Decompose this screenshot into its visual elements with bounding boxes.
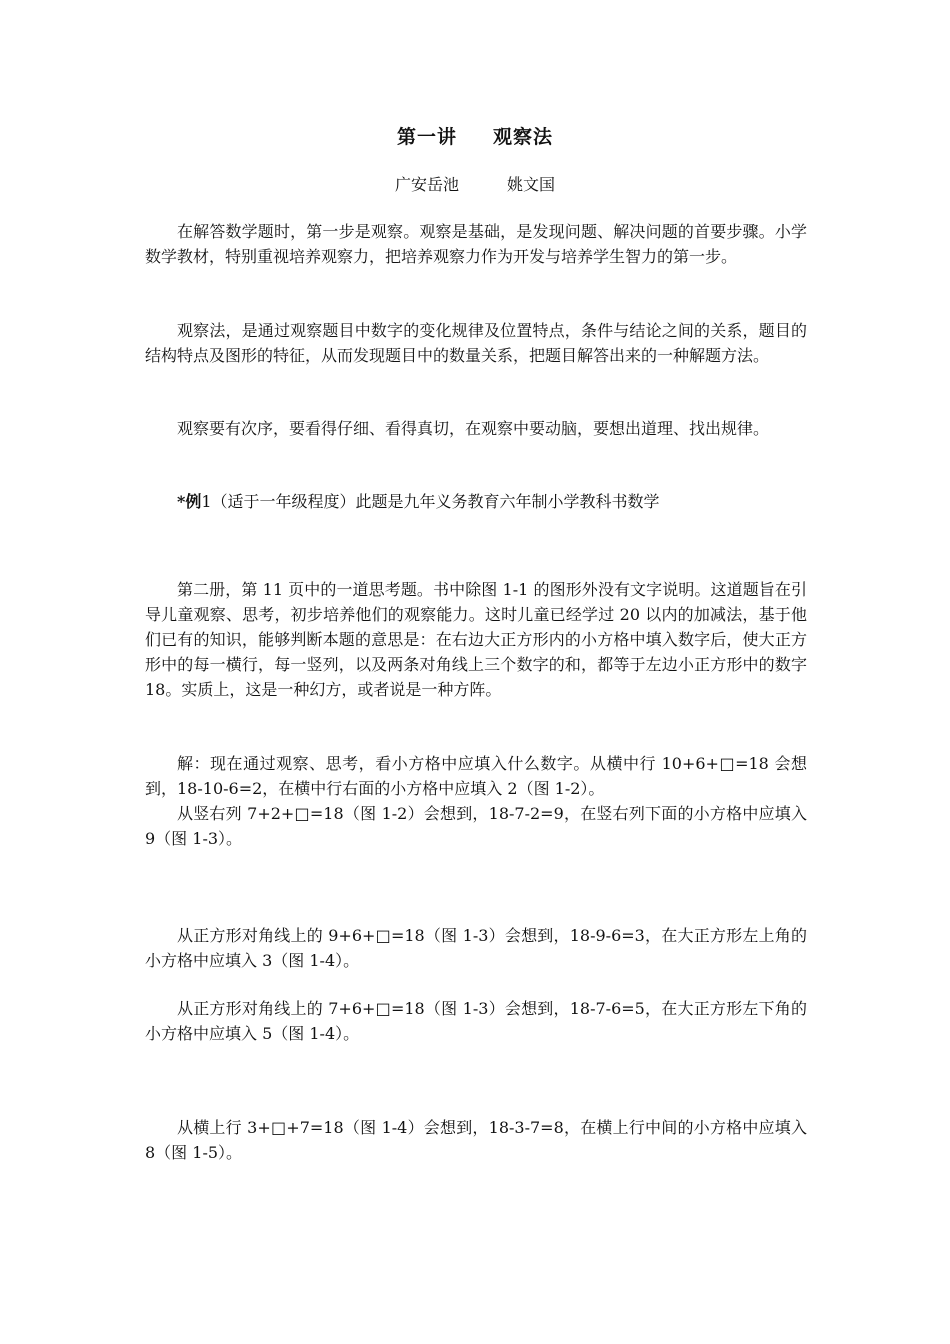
paragraph-example-explanation: 第二册，第 11 页中的一道思考题。书中除图 1-1 的图形外没有文字说明。这道题旨在引导儿童观察、思考，初步培养他们的观察能力。这时儿童已经学过 20 以内的加减法，基于他们已有的知识，能够判断本题的意思是：在右边大正方形内的小方格中填入数字后，使大正方形中的每一横行，每一竖列，以及两条对角线上三个数字的和，都等于左边小正方形中的数字 18。实质上，这是一种幻方，或者说是一种方阵。 — [145, 580, 807, 699]
page-title — [0, 123, 950, 151]
paragraph-intro: 在解答数学题时，第一步是观察。观察是基础，是发现问题、解决问题的首要步骤。小学数学教材，特别重视培养观察力，把培养观察力作为开发与培养学生智力的第一步。 — [145, 222, 807, 266]
paragraph-solution-step-4: 从正方形对角线上的 7+6+□=18（图 1-3）会想到，18-7-6=5，在大正方形左下角的小方格中应填入 5（图 1-4）。 — [145, 999, 807, 1043]
paragraph-solution-step-2: 从竖右列 7+2+□=18（图 1-2）会想到，18-7-2=9，在竖右列下面的小方格中应填入 9（图 1-3）。 — [145, 804, 807, 848]
example-description: 1（适于一年级程度）此题是九年义务教育六年制小学教科书数学 — [201, 492, 660, 511]
paragraph-solution-step-3: 从正方形对角线上的 9+6+□=18（图 1-3）会想到，18-9-6=3，在大正方形左上角的小方格中应填入 3（图 1-4）。 — [145, 926, 807, 970]
author-name: 姚文国 — [507, 175, 556, 194]
lecture-topic: 观察法 — [493, 126, 554, 148]
author-place: 广安岳池 — [394, 175, 459, 194]
author-line — [0, 172, 950, 198]
paragraph-solution-step-5: 从横上行 3+□+7=18（图 1-4）会想到，18-3-7=8，在横上行中间的小方格中应填入 8（图 1-5）。 — [145, 1118, 807, 1162]
paragraph-definition: 观察法，是通过观察题目中数字的变化规律及位置特点，条件与结论之间的关系，题目的结构特点及图形的特征，从而发现题目中的数量关系，把题目解答出来的一种解题方法。 — [145, 321, 807, 365]
lecture-number: 第一讲 — [396, 126, 457, 148]
paragraph-solution-step-1: 解：现在通过观察、思考，看小方格中应填入什么数字。从横中行 10+6+□=18 会想到，18-10-6=2，在横中行右面的小方格中应填入 2（图 1-2）。 — [145, 754, 807, 798]
paragraph-order: 观察要有次序，要看得仔细、看得真切，在观察中要动脑，要想出道理、找出规律。 — [177, 419, 770, 438]
example-label: *例 — [177, 492, 202, 511]
paragraph-example-1 — [145, 489, 807, 514]
